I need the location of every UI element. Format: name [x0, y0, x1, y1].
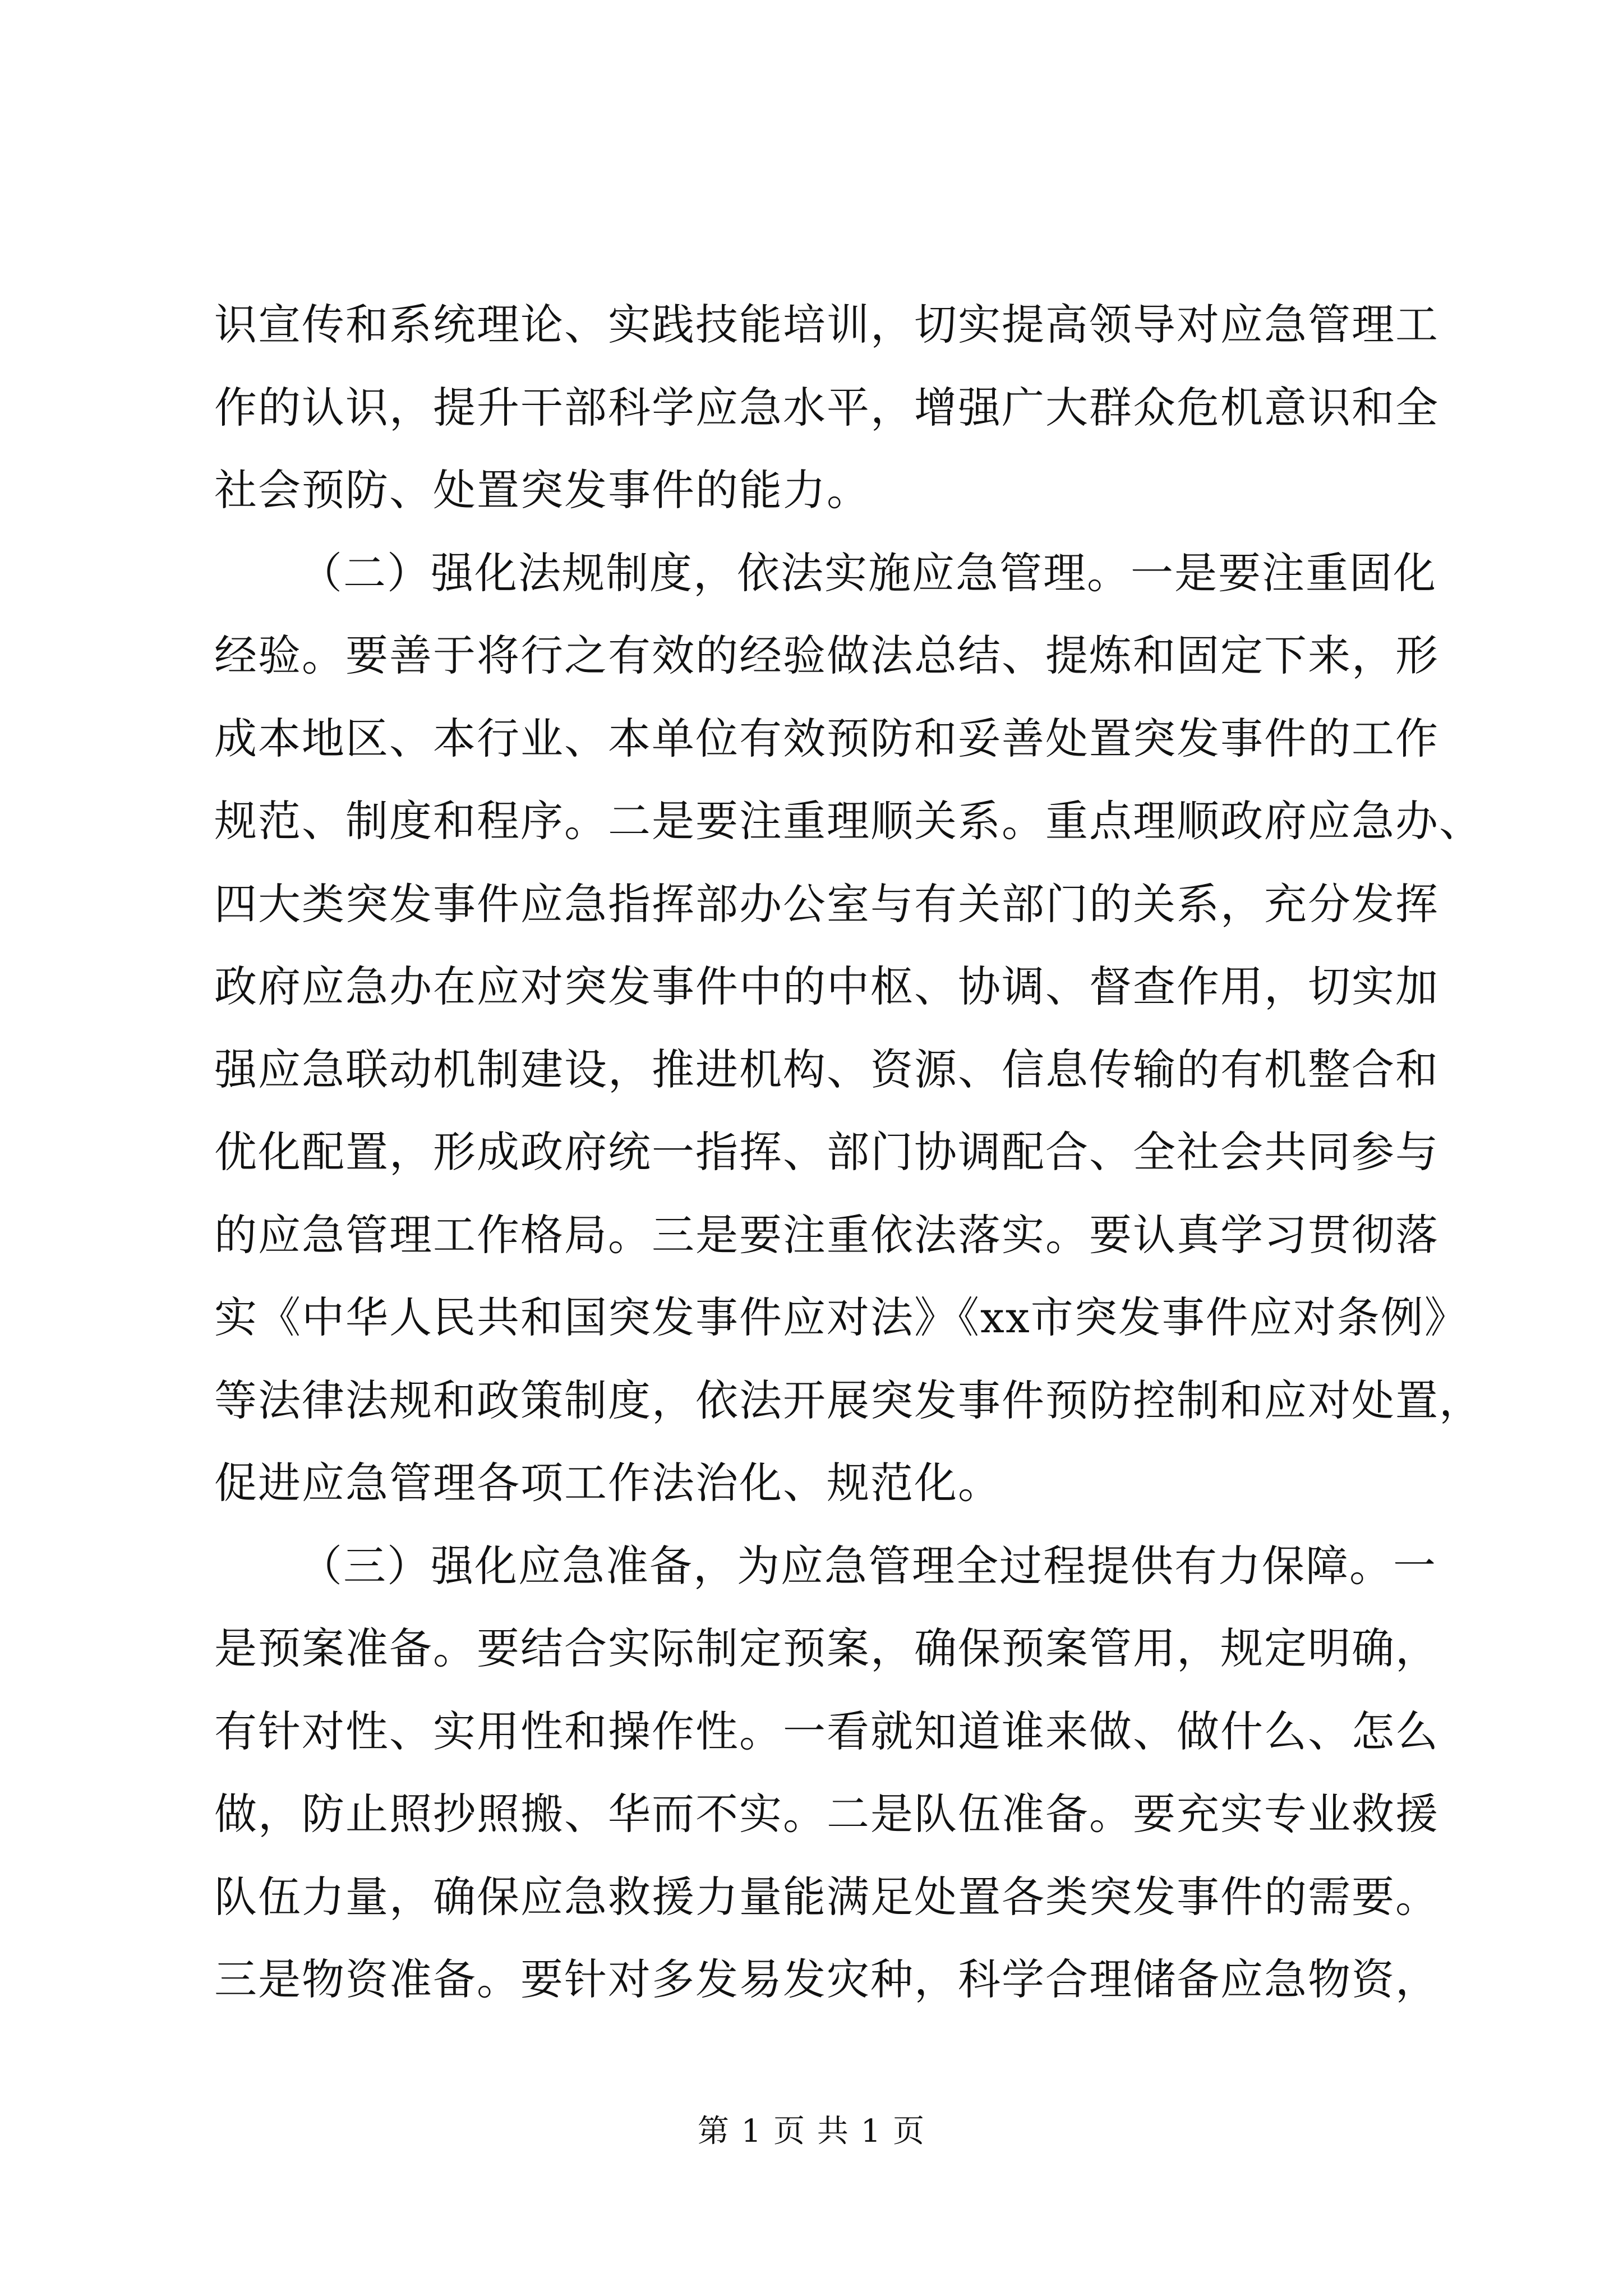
text-line: 规范、制度和程序。二是要注重理顺关系。重点理顺政府应急办、: [214, 796, 1483, 846]
document-body: [214, 283, 1483, 2021]
text-line: 实《中华人民共和国突发事件应对法》《xx市突发事件应对条例》: [214, 1292, 1468, 1342]
text-line: 等法律法规和政策制度，依法开展突发事件预防控制和应对处置，: [214, 1375, 1483, 1425]
text-line: 经验。要善于将行之有效的经验做法总结、提炼和固定下来，形: [214, 631, 1439, 680]
text-line: 促进应急管理各项工作法治化、规范化。: [214, 1458, 1002, 1508]
paragraph-heading-line: （三）强化应急准备，为应急管理全过程提供有力保障。一: [299, 1540, 1437, 1591]
text-line: 作的认识，提升干部科学应急水平，增强广大群众危机意识和全: [214, 382, 1439, 432]
paragraph-heading-line: （二）强化法规制度，依法实施应急管理。一是要注重固化: [299, 547, 1437, 598]
text-line: 的应急管理工作格局。三是要注重依法落实。要认真学习贯彻落: [214, 1209, 1439, 1260]
text-line: 优化配置，形成政府统一指挥、部门协调配合、全社会共同参与: [214, 1127, 1439, 1177]
text-line: 四大类突发事件应急指挥部办公室与有关部门的关系，充分发挥: [214, 878, 1439, 929]
text-line: 有针对性、实用性和操作性。一看就知道谁来做、做什么、怎么: [214, 1706, 1439, 1756]
text-line: 成本地区、本行业、本单位有效预防和妥善处置突发事件的工作: [214, 713, 1439, 763]
text-line: 强应急联动机制建设，推进机构、资源、信息传输的有机整合和: [214, 1044, 1439, 1094]
page-number-footer: 第 1 页 共 1 页: [697, 2113, 926, 2150]
text-line: 做，防止照抄照搬、华而不实。二是队伍准备。要充实专业救援: [214, 1789, 1439, 1839]
text-line: 三是物资准备。要针对多发易发灾种，科学合理储备应急物资，: [214, 1954, 1439, 2004]
text-line: 识宣传和系统理论、实践技能培训，切实提高领导对应急管理工: [214, 300, 1439, 349]
text-line: 政府应急办在应对突发事件中的中枢、协调、督查作用，切实加: [214, 961, 1439, 1011]
text-line: 社会预防、处置突发事件的能力。: [214, 465, 870, 515]
text-line: 是预案准备。要结合实际制定预案，确保预案管用，规定明确，: [214, 1623, 1439, 1673]
text-line: 队伍力量，确保应急救援力量能满足处置各类突发事件的需要。: [214, 1871, 1439, 1922]
